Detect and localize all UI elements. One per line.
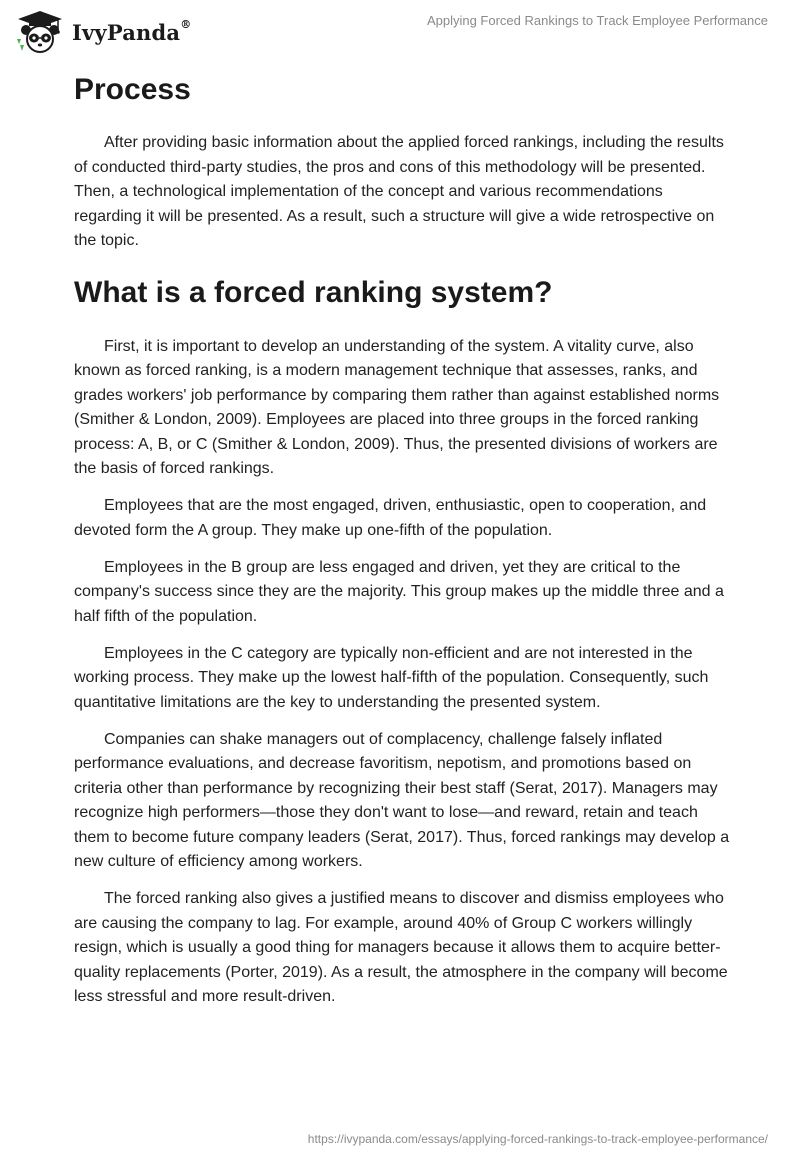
paragraph: After providing basic information about the applied forced rankings, including the results of conducted third-party studies, the pros and cons of this methodology will be presented. Then, a technological implementation of the concept and various recommendations regarding it will be presented. As a result, such a structure will give a wide retrospective on the topic. <box>74 134 724 249</box>
logo-text: IvyPanda® <box>72 17 192 45</box>
paragraph: Employees that are the most engaged, driven, enthusiastic, open to cooperation, and devoted form the A group. They make up one-fifth of the population. <box>74 497 707 539</box>
registered-mark: ® <box>180 17 192 31</box>
document-title: Applying Forced Rankings to Track Employee Performance <box>426 13 768 28</box>
paragraph: First, it is important to develop an understanding of the system. A vitality curve, also known as forced ranking, is a modern management technique that assesses, ranks, and grades workers' job performance by comparing them rather than against established norms (Smither & London, 2009). Employees are placed into three groups in the forced ranking process: A, B, or C (Smither & London, 2009). Thus, the presented divisions of workers are the basis of forced rankings. <box>74 337 720 477</box>
paragraph: Companies can shake managers out of complacency, challenge falsely inflated performance evaluations, and decrease favoritism, nepotism, and promotions based on criteria other than performance by recognizing their best staff (Serat, 2017). Managers may recognize high performers—those they don't want to lose—and reward, retain and teach them to become future company leaders (Serat, 2017). Thus, forced rankings may develop a new culture of efficiency among workers. <box>74 730 730 870</box>
panda-graduate-icon <box>14 9 66 55</box>
paragraph: The forced ranking also gives a justified means to discover and dismiss employees who are causing the company to lag. For example, around 40% of Group C workers willingly resign, which is usually a good thing for managers because it allows them to acquire better-quality replacements (Porter, 2019). As a result, the atmosphere in the company will become less stressful and more result-driven. <box>74 890 728 1005</box>
article-body <box>74 70 734 1010</box>
section-heading-process: Process <box>74 73 191 106</box>
logo[interactable] <box>14 8 191 56</box>
footer-url[interactable]: https://ivypanda.com/essays/applying-forced-rankings-to-track-employee-performance/ <box>307 1132 768 1146</box>
paragraph: Employees in the B group are less engaged and driven, yet they are critical to the company's success since they are the majority. This group makes up the middle three and a half fifth of the population. <box>74 558 724 625</box>
section-heading-forced-ranking: What is a forced ranking system? <box>74 275 553 309</box>
paragraph: Employees in the C category are typically non-efficient and are not interested in the working process. They make up the lowest half-fifth of the population. Consequently, such quantitative limitations are the key to understanding the presented system. <box>74 644 709 711</box>
page-header <box>0 0 800 62</box>
